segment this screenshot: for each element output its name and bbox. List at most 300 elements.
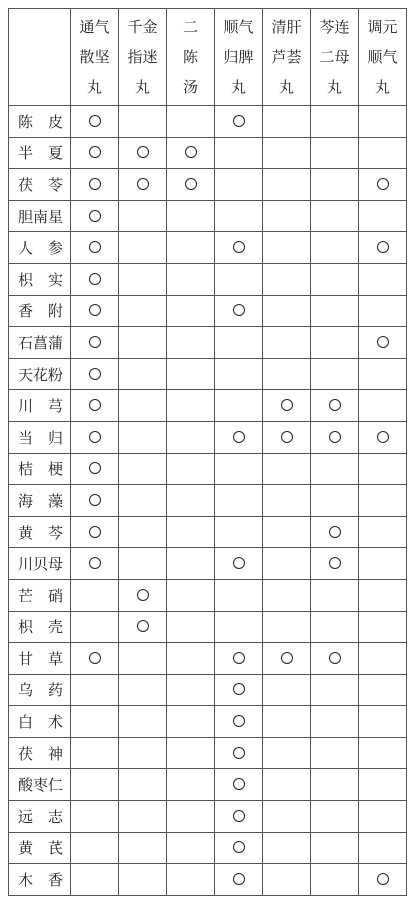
circle-mark-icon: [377, 241, 389, 253]
table-cell: [263, 579, 311, 611]
herb-name: 石菖蒲: [9, 327, 71, 359]
table-cell: [167, 327, 215, 359]
table-cell: [263, 548, 311, 580]
table-cell: [359, 579, 407, 611]
table-cell: [263, 864, 311, 896]
table-cell: [167, 453, 215, 485]
table-cell: [359, 674, 407, 706]
table-cell: [311, 453, 359, 485]
table-cell: [311, 263, 359, 295]
table-cell: [119, 453, 167, 485]
table-cell: [215, 674, 263, 706]
table-cell: [119, 832, 167, 864]
table-cell: [263, 327, 311, 359]
circle-mark-icon: [233, 810, 245, 822]
table-cell: [263, 295, 311, 327]
column-header-line: 丸: [326, 78, 342, 96]
table-cell: [311, 106, 359, 138]
column-header-line: 丸: [134, 78, 150, 96]
herb-name: 当 归: [9, 421, 71, 453]
circle-mark-icon: [233, 304, 245, 316]
table-cell: [311, 832, 359, 864]
circle-mark-icon: [281, 399, 293, 411]
table-cell: [311, 358, 359, 390]
table-cell: [71, 390, 119, 422]
table-header: [9, 9, 407, 106]
table-row: [9, 421, 407, 453]
table-body: [9, 106, 407, 896]
column-header: [119, 9, 167, 106]
table-cell: [71, 516, 119, 548]
circle-mark-icon: [89, 115, 101, 127]
table-cell: [359, 485, 407, 517]
table-cell: [167, 169, 215, 201]
circle-mark-icon: [137, 178, 149, 190]
table-cell: [119, 390, 167, 422]
column-header-line: 汤: [182, 78, 198, 96]
table-cell: [215, 169, 263, 201]
table-cell: [167, 579, 215, 611]
table-cell: [215, 801, 263, 833]
table-cell: [71, 769, 119, 801]
circle-mark-icon: [233, 557, 245, 569]
circle-mark-icon: [89, 210, 101, 222]
table-row: [9, 579, 407, 611]
herb-name: 黄 芪: [9, 832, 71, 864]
table-cell: [263, 106, 311, 138]
table-row: [9, 706, 407, 738]
column-header-line: 顺气: [223, 18, 254, 36]
circle-mark-icon: [89, 526, 101, 538]
circle-mark-icon: [89, 146, 101, 158]
table-cell: [167, 832, 215, 864]
table-cell: [215, 358, 263, 390]
column-header-line: 散坚: [79, 48, 110, 66]
table-cell: [215, 737, 263, 769]
table-cell: [311, 516, 359, 548]
table-row: [9, 801, 407, 833]
table-cell: [263, 611, 311, 643]
circle-mark-icon: [233, 431, 245, 443]
table-cell: [71, 579, 119, 611]
table-cell: [311, 801, 359, 833]
table-cell: [311, 327, 359, 359]
herb-name: 酸枣仁: [9, 769, 71, 801]
table-row: [9, 485, 407, 517]
table-row: [9, 169, 407, 201]
table-cell: [119, 516, 167, 548]
circle-mark-icon: [89, 557, 101, 569]
table-cell: [311, 200, 359, 232]
table-cell: [359, 263, 407, 295]
herb-name: 天花粉: [9, 358, 71, 390]
table-row: [9, 548, 407, 580]
table-row: [9, 390, 407, 422]
table-row: [9, 832, 407, 864]
table-cell: [263, 453, 311, 485]
table-cell: [71, 801, 119, 833]
table-cell: [215, 611, 263, 643]
table-row: [9, 106, 407, 138]
table-cell: [359, 453, 407, 485]
circle-mark-icon: [233, 715, 245, 727]
circle-mark-icon: [89, 462, 101, 474]
table-cell: [167, 232, 215, 264]
circle-mark-icon: [233, 747, 245, 759]
circle-mark-icon: [233, 241, 245, 253]
table-cell: [311, 421, 359, 453]
circle-mark-icon: [89, 273, 101, 285]
table-cell: [359, 516, 407, 548]
table-cell: [119, 611, 167, 643]
circle-mark-icon: [329, 431, 341, 443]
table-cell: [359, 169, 407, 201]
column-header-line: 二母: [319, 48, 350, 66]
column-header: [311, 9, 359, 106]
table-cell: [359, 737, 407, 769]
table-row: [9, 263, 407, 295]
table-cell: [71, 295, 119, 327]
table-cell: [71, 832, 119, 864]
table-cell: [167, 801, 215, 833]
table-row: [9, 516, 407, 548]
table-cell: [119, 358, 167, 390]
corner-cell: [9, 9, 71, 106]
table-cell: [311, 643, 359, 675]
table-cell: [263, 358, 311, 390]
herb-name: 枳 实: [9, 263, 71, 295]
table-cell: [215, 263, 263, 295]
table-cell: [359, 548, 407, 580]
table-cell: [359, 611, 407, 643]
table-cell: [263, 263, 311, 295]
table-cell: [263, 137, 311, 169]
table-cell: [359, 358, 407, 390]
table-cell: [359, 106, 407, 138]
table-cell: [263, 169, 311, 201]
table-cell: [119, 864, 167, 896]
table-cell: [359, 421, 407, 453]
table-cell: [119, 232, 167, 264]
herb-name: 茯 神: [9, 737, 71, 769]
column-header-line: 丸: [278, 78, 294, 96]
column-header-line: 调元: [367, 18, 398, 36]
column-header-line: 丸: [86, 78, 102, 96]
herb-name: 乌 药: [9, 674, 71, 706]
table-cell: [71, 548, 119, 580]
table-cell: [71, 643, 119, 675]
table-row: [9, 232, 407, 264]
table-cell: [311, 485, 359, 517]
column-header: [263, 9, 311, 106]
circle-mark-icon: [233, 778, 245, 790]
herb-name: 芒 硝: [9, 579, 71, 611]
circle-mark-icon: [377, 873, 389, 885]
column-header-line: 清肝: [271, 18, 302, 36]
circle-mark-icon: [281, 652, 293, 664]
table-cell: [215, 864, 263, 896]
table-cell: [359, 390, 407, 422]
table-cell: [359, 801, 407, 833]
table-cell: [119, 643, 167, 675]
herb-name: 枳 壳: [9, 611, 71, 643]
table-cell: [119, 137, 167, 169]
circle-mark-icon: [137, 620, 149, 632]
circle-mark-icon: [89, 494, 101, 506]
table-cell: [263, 485, 311, 517]
table-cell: [119, 548, 167, 580]
table-cell: [167, 485, 215, 517]
table-cell: [71, 674, 119, 706]
table-cell: [119, 801, 167, 833]
table-cell: [215, 295, 263, 327]
circle-mark-icon: [233, 683, 245, 695]
table-cell: [311, 769, 359, 801]
table-cell: [311, 674, 359, 706]
table-cell: [215, 643, 263, 675]
table-cell: [263, 516, 311, 548]
table-cell: [71, 737, 119, 769]
table-cell: [167, 421, 215, 453]
table-cell: [119, 200, 167, 232]
herb-name: 白 术: [9, 706, 71, 738]
column-header-line: 丸: [374, 78, 390, 96]
table-row: [9, 611, 407, 643]
table-cell: [311, 232, 359, 264]
table-cell: [311, 737, 359, 769]
table-cell: [263, 200, 311, 232]
table-cell: [311, 864, 359, 896]
table-cell: [71, 200, 119, 232]
table-cell: [167, 737, 215, 769]
table-row: [9, 453, 407, 485]
table-row: [9, 200, 407, 232]
table-row: [9, 864, 407, 896]
table-cell: [263, 390, 311, 422]
table-cell: [167, 674, 215, 706]
table-cell: [215, 548, 263, 580]
table-cell: [215, 421, 263, 453]
circle-mark-icon: [233, 652, 245, 664]
circle-mark-icon: [233, 873, 245, 885]
table-cell: [359, 232, 407, 264]
column-header-line: 顺气: [367, 48, 398, 66]
herb-name: 胆南星: [9, 200, 71, 232]
table-cell: [215, 832, 263, 864]
table-cell: [167, 864, 215, 896]
column-header-line: 通气: [79, 18, 110, 36]
table-cell: [167, 106, 215, 138]
column-header-line: 千金: [127, 18, 158, 36]
table-cell: [167, 358, 215, 390]
circle-mark-icon: [185, 178, 197, 190]
table-cell: [359, 295, 407, 327]
table-cell: [359, 864, 407, 896]
table-row: [9, 327, 407, 359]
table-cell: [215, 706, 263, 738]
table-cell: [215, 232, 263, 264]
formula-herb-table: [8, 8, 407, 896]
table-cell: [167, 769, 215, 801]
table-row: [9, 737, 407, 769]
herb-name: 川 芎: [9, 390, 71, 422]
table-cell: [311, 706, 359, 738]
table-cell: [71, 327, 119, 359]
table-cell: [167, 611, 215, 643]
column-header: [215, 9, 263, 106]
table-cell: [167, 295, 215, 327]
table-cell: [311, 169, 359, 201]
table-cell: [71, 485, 119, 517]
table-cell: [215, 137, 263, 169]
table-row: [9, 643, 407, 675]
table-cell: [119, 327, 167, 359]
table-cell: [215, 327, 263, 359]
table-cell: [263, 706, 311, 738]
herb-name: 木 香: [9, 864, 71, 896]
table-cell: [119, 674, 167, 706]
table-cell: [311, 611, 359, 643]
circle-mark-icon: [137, 589, 149, 601]
table-cell: [71, 421, 119, 453]
circle-mark-icon: [377, 431, 389, 443]
table-cell: [71, 232, 119, 264]
herb-name: 陈 皮: [9, 106, 71, 138]
table-cell: [119, 737, 167, 769]
table-cell: [215, 200, 263, 232]
table-cell: [359, 769, 407, 801]
circle-mark-icon: [329, 557, 341, 569]
table-cell: [119, 169, 167, 201]
column-header-line: 归脾: [223, 48, 254, 66]
table-cell: [359, 706, 407, 738]
column-header-line: 丸: [230, 78, 246, 96]
table-cell: [215, 769, 263, 801]
table-row: [9, 295, 407, 327]
table-cell: [167, 516, 215, 548]
herb-name: 黄 芩: [9, 516, 71, 548]
herb-name: 川贝母: [9, 548, 71, 580]
table-cell: [215, 579, 263, 611]
circle-mark-icon: [377, 336, 389, 348]
table-cell: [263, 832, 311, 864]
table-cell: [215, 516, 263, 548]
circle-mark-icon: [329, 526, 341, 538]
table-cell: [167, 706, 215, 738]
table-cell: [119, 579, 167, 611]
table-cell: [119, 706, 167, 738]
herb-name: 桔 梗: [9, 453, 71, 485]
table-cell: [359, 137, 407, 169]
table-cell: [359, 832, 407, 864]
table-cell: [263, 674, 311, 706]
circle-mark-icon: [281, 431, 293, 443]
column-header-line: 芦荟: [271, 48, 302, 66]
table-cell: [71, 864, 119, 896]
table-cell: [167, 390, 215, 422]
table-cell: [263, 801, 311, 833]
table-cell: [263, 643, 311, 675]
table-row: [9, 674, 407, 706]
circle-mark-icon: [377, 178, 389, 190]
herb-name: 香 附: [9, 295, 71, 327]
table-cell: [119, 106, 167, 138]
table-cell: [311, 137, 359, 169]
header-row: [9, 9, 407, 106]
table-row: [9, 769, 407, 801]
table-cell: [311, 295, 359, 327]
table-cell: [119, 485, 167, 517]
table-cell: [263, 232, 311, 264]
table-cell: [215, 106, 263, 138]
table-cell: [119, 421, 167, 453]
table-cell: [167, 263, 215, 295]
table-cell: [359, 327, 407, 359]
table-cell: [71, 358, 119, 390]
table-cell: [167, 200, 215, 232]
table-cell: [119, 769, 167, 801]
herb-name: 人 参: [9, 232, 71, 264]
table-cell: [215, 453, 263, 485]
column-header: [167, 9, 215, 106]
circle-mark-icon: [89, 336, 101, 348]
column-header: [359, 9, 407, 106]
table-cell: [119, 263, 167, 295]
herb-name: 海 藻: [9, 485, 71, 517]
table-row: [9, 358, 407, 390]
table-cell: [71, 106, 119, 138]
table-cell: [215, 485, 263, 517]
column-header-line: 指迷: [127, 48, 158, 66]
table-cell: [71, 169, 119, 201]
table-cell: [311, 390, 359, 422]
column-header-line: 芩连: [319, 18, 350, 36]
table-cell: [71, 611, 119, 643]
table-cell: [359, 643, 407, 675]
table-cell: [263, 421, 311, 453]
table-cell: [215, 390, 263, 422]
herb-name: 茯 苓: [9, 169, 71, 201]
circle-mark-icon: [89, 652, 101, 664]
table-cell: [167, 548, 215, 580]
table-cell: [263, 737, 311, 769]
column-header-line: 二: [182, 18, 198, 36]
circle-mark-icon: [89, 399, 101, 411]
circle-mark-icon: [185, 146, 197, 158]
table-cell: [167, 137, 215, 169]
circle-mark-icon: [329, 652, 341, 664]
herb-name: 半 夏: [9, 137, 71, 169]
herb-name: 远 志: [9, 801, 71, 833]
herb-name: 甘 草: [9, 643, 71, 675]
table-cell: [119, 295, 167, 327]
circle-mark-icon: [329, 399, 341, 411]
table-cell: [71, 263, 119, 295]
circle-mark-icon: [89, 431, 101, 443]
table-row: [9, 137, 407, 169]
formula-herb-table-container: [8, 8, 407, 896]
table-cell: [359, 200, 407, 232]
table-cell: [311, 579, 359, 611]
table-cell: [263, 769, 311, 801]
table-cell: [71, 453, 119, 485]
column-header-line: 陈: [182, 48, 198, 66]
table-cell: [71, 706, 119, 738]
circle-mark-icon: [233, 841, 245, 853]
circle-mark-icon: [137, 146, 149, 158]
table-cell: [167, 643, 215, 675]
column-header: [71, 9, 119, 106]
